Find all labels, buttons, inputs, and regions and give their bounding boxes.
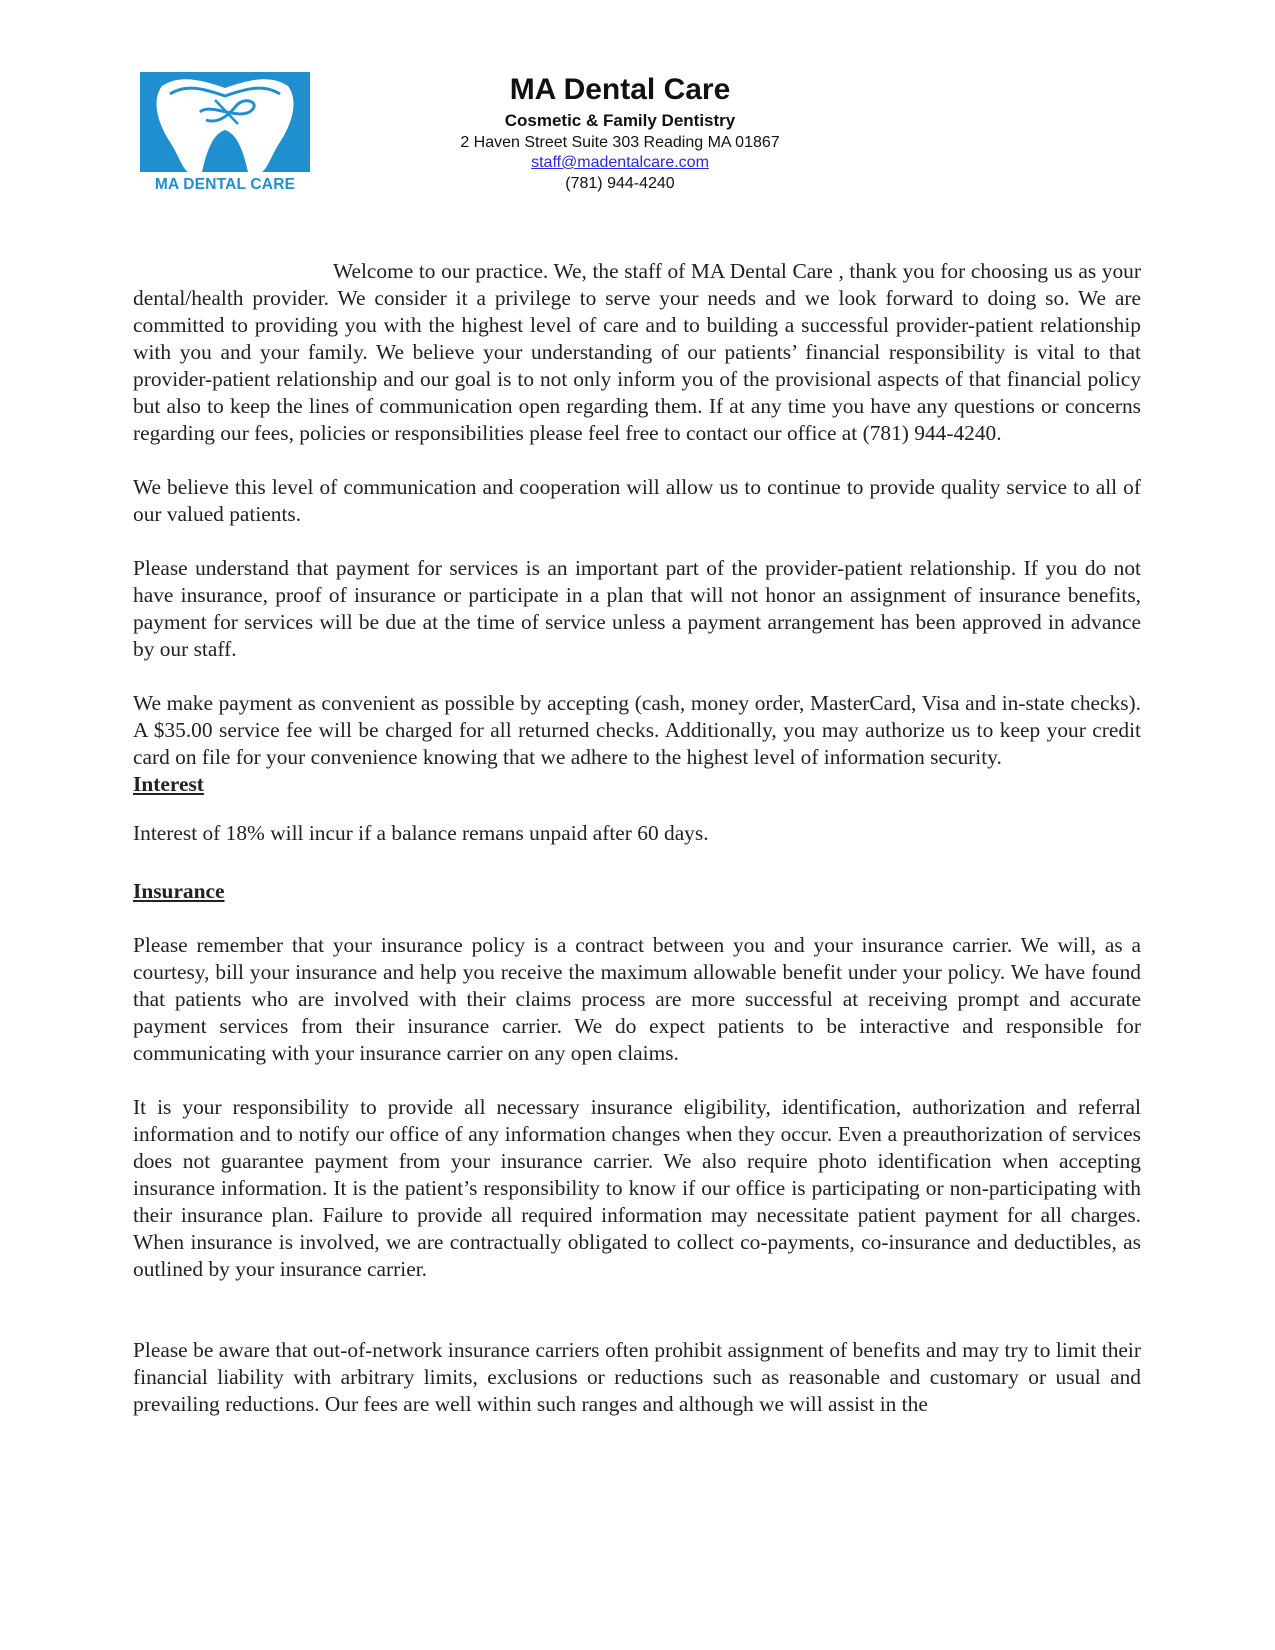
communication-paragraph: We believe this level of communication and cooperation will allow us to continue to provide quality service to all of our valued patients. — [133, 475, 1141, 526]
letterhead — [400, 72, 840, 194]
insurance-paragraph-2: It is your responsibility to provide all necessary insurance eligibility, identification, authorization and referral information and to notify our office of any information changes when they occur. Even a preauthorization of services does not guarantee payment from your insurance carrier. We also require photo identification when accepting insurance information. It is the patient’s responsibility to know if our office is participating or non-participating with their insurance plan. Failure to provide all required information may necessitate patient payment for all charges. When insurance is involved, we are contractually obligated to collect co-payments, co-insurance and deductibles, as outlined by your insurance carrier. — [133, 1095, 1141, 1281]
practice-phone: (781) 944-4240 — [565, 175, 675, 192]
tooth-logo-icon — [140, 72, 310, 172]
insurance-heading: Insurance — [133, 879, 225, 903]
logo-text: MA DENTAL CARE — [154, 176, 296, 193]
interest-paragraph: Interest of 18% will incur if a balance remans unpaid after 60 days. — [133, 821, 709, 845]
practice-logo — [140, 72, 310, 197]
practice-tagline: Cosmetic & Family Dentistry — [504, 111, 736, 130]
practice-address: 2 Haven Street Suite 303 Reading MA 01867 — [460, 134, 780, 151]
practice-name: MA Dental Care — [509, 73, 731, 106]
insurance-paragraph-3: Please be aware that out-of-network insurance carriers often prohibit assignment of benefits and may try to limit their financial liability with arbitrary limits, exclusions or reductions such as reasonable and customary or usual and prevailing reductions. Our fees are well within such ranges and although we will assist in the — [133, 1338, 1141, 1416]
policy-body — [133, 258, 1141, 1418]
practice-email-link[interactable]: staff@madentalcare.com — [531, 154, 709, 171]
payment-methods-paragraph: We make payment as convenient as possible by accepting (cash, money order, MasterCard, Visa and in-state checks). A $35.00 service fee will be charged for all returned checks. Additionally, you may authorize us to keep your credit card on file for your convenience knowing that we adhere to the highest level of information security. — [133, 691, 1141, 769]
payment-paragraph: Please understand that payment for services is an important part of the provider-patient relationship. If you do not have insurance, proof of insurance or participate in a plan that will not honor an assignment of insurance benefits, payment for services will be due at the time of service unless a payment arrangement has been approved in advance by our staff. — [133, 556, 1141, 661]
insurance-paragraph-1: Please remember that your insurance policy is a contract between you and your insurance carrier. We will, as a courtesy, bill your insurance and help you receive the maximum allowable benefit under your policy. We have found that patients who are involved with their claims process are more successful at receiving prompt and accurate payment services from their insurance carrier. We do expect patients to be interactive and responsible for communicating with your insurance carrier on any open claims. — [133, 933, 1141, 1065]
welcome-paragraph: Welcome to our practice. We, the staff of MA Dental Care , thank you for choosing us as your dental/health provider. We consider it a privilege to serve your needs and we look forward to doing so. We are committed to providing you with the highest level of care and to building a successful provider-patient relationship with you and your family. We believe your understanding of our patients’ financial responsibility is vital to that provider-patient relationship and our goal is to not only inform you of the provisional aspects of that financial policy but also to keep the lines of communication open regarding them. If at any time you have any questions or concerns regarding our fees, policies or responsibilities please feel free to contact our office at (781) 944-4240. — [133, 259, 1141, 445]
interest-heading: Interest — [133, 772, 204, 796]
